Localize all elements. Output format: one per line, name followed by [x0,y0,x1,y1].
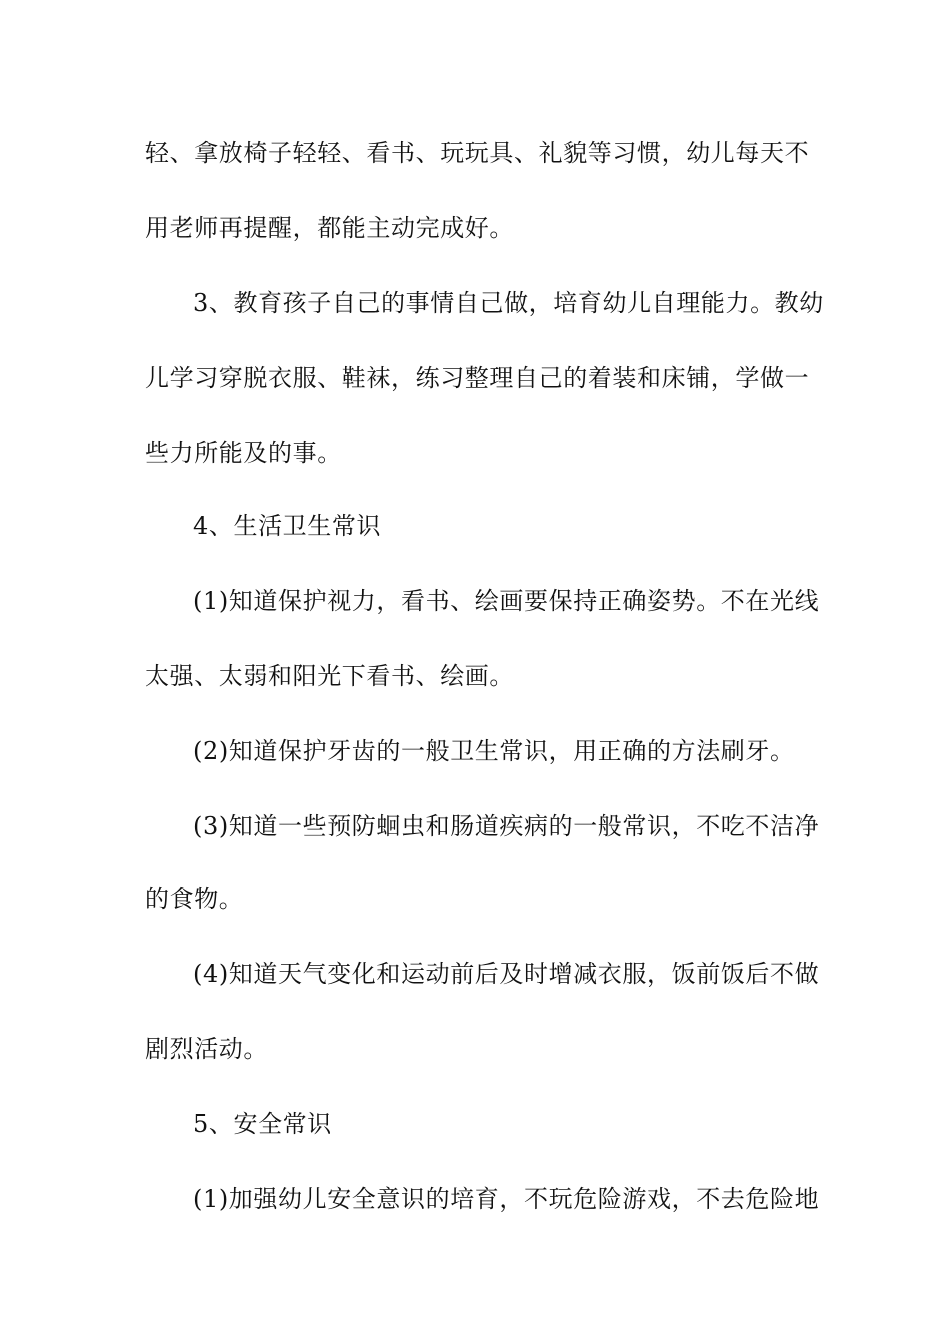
text-line: 剧烈活动。 [145,1035,268,1063]
item-4-2: (2)知道保护牙齿的一般卫生常识，用正确的方法刷牙。 [193,737,795,765]
item-4-3-start: (3)知道一些预防蛔虫和肠道疾病的一般常识，不吃不洁净 [193,812,820,840]
text-line: 的食物。 [145,885,244,913]
text-line: 些力所能及的事。 [145,439,342,467]
text-line: 轻、拿放椅子轻轻、看书、玩玩具、礼貌等习惯，幼儿每天不 [145,139,810,167]
text-line: 儿学习穿脱衣服、鞋袜，练习整理自己的着装和床铺，学做一 [145,364,810,392]
text-line: 太强、太弱和阳光下看书、绘画。 [145,662,514,690]
paragraph-3-start: 3、教育孩子自己的事情自己做，培育幼儿自理能力。教幼 [193,289,824,317]
item-4-4-start: (4)知道天气变化和运动前后及时增减衣服，饭前饭后不做 [193,960,820,988]
item-5-1-start: (1)加强幼儿安全意识的培育，不玩危险游戏，不去危险地 [193,1185,820,1213]
text-line: 用老师再提醒，都能主动完成好。 [145,214,514,242]
item-4-1-start: (1)知道保护视力，看书、绘画要保持正确姿势。不在光线 [193,587,820,615]
section-heading-5: 5、安全常识 [193,1110,332,1138]
section-heading-4: 4、生活卫生常识 [193,512,382,540]
